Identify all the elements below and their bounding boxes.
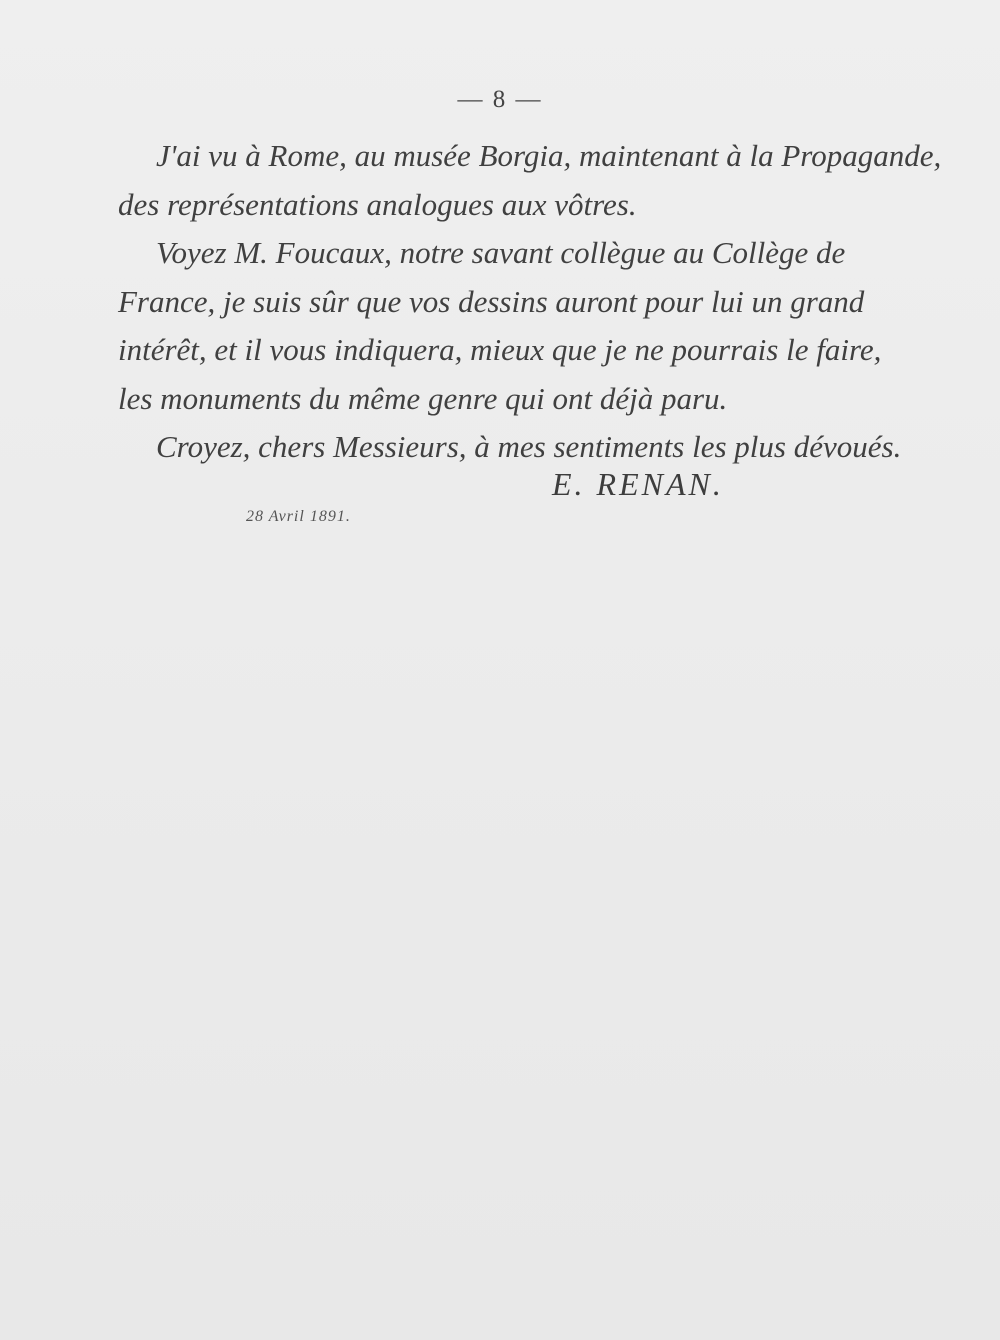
letter-line: Voyez M. Foucaux, notre savant collègue au Collège de (156, 235, 846, 270)
letter-line: des représentations analogues aux vôtres. (118, 186, 637, 222)
letter-line: J'ai vu à Rome, au musée Borgia, maintenant à la Propagande, (156, 138, 942, 173)
letter-line: France, je suis sûr que vos dessins auront pour lui un grand (118, 283, 865, 319)
letter-line: les monuments du même genre qui ont déjà paru. (118, 380, 728, 416)
letter-body (118, 132, 942, 472)
letter-date: 28 Avril 1891. (246, 508, 351, 525)
letter-line: Croyez, chers Messieurs, à mes sentiments les plus dévoués. (156, 429, 902, 464)
signature: E. RENAN. (552, 466, 724, 502)
letter-line: intérêt, et il vous indiquera, mieux que je ne pourrais le faire, (118, 332, 882, 367)
page-number: — 8 — (457, 86, 543, 113)
